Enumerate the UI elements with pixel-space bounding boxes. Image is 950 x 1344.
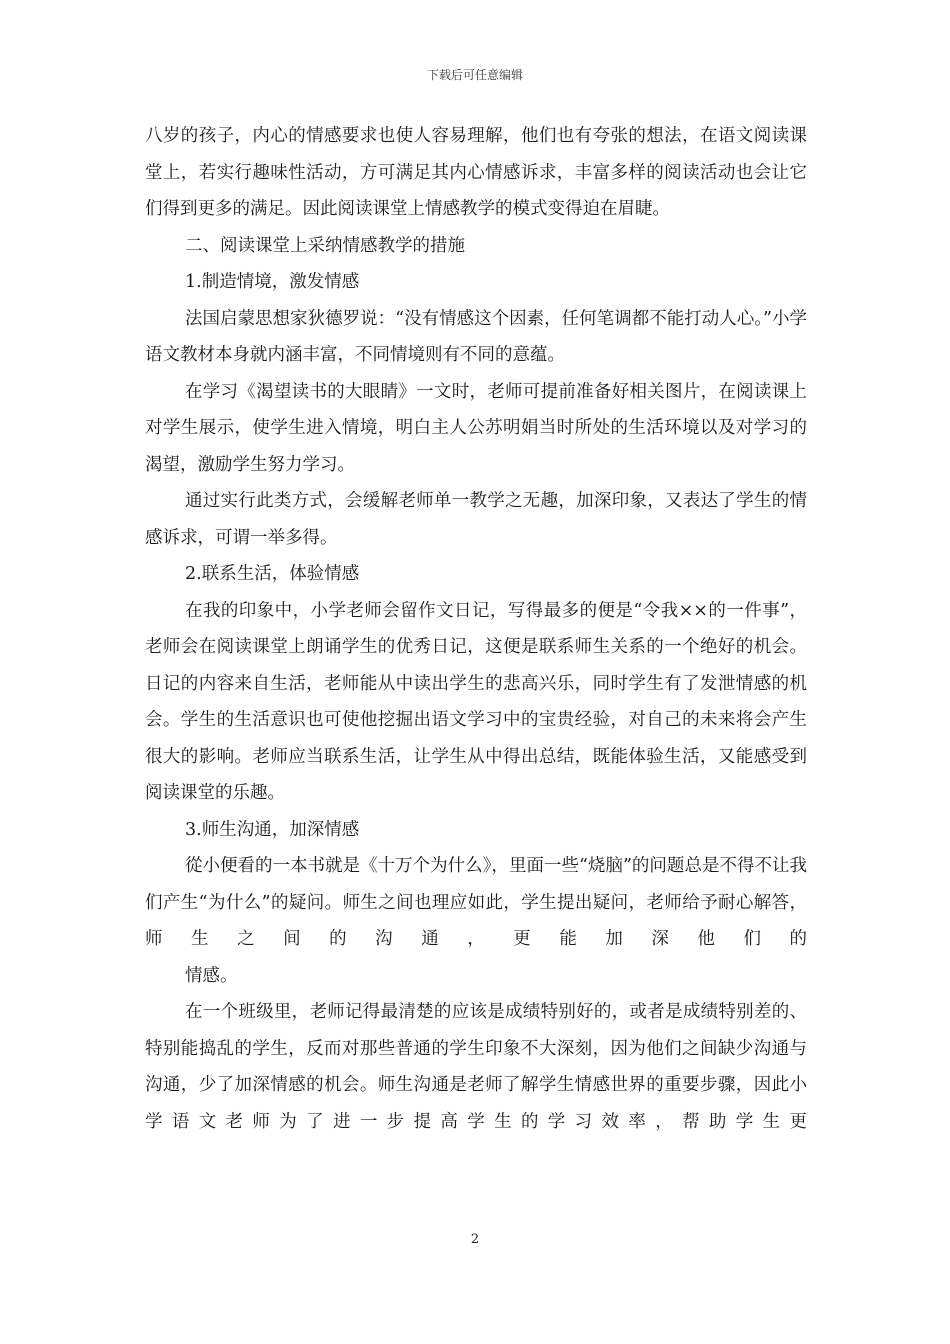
- section-heading: 二、阅读课堂上采纳情感教学的措施: [185, 235, 465, 256]
- page-number: 2: [470, 1232, 480, 1247]
- paragraph: 在一个班级里，老师记得最清楚的应该是成绩特别好的，或者是成绩特别差的、特别能捣乱的学生，反而对那些普通的学生印象不大深刻，因为他们之间缺少沟通与沟通，少了加深情感的机会。师生沟通是老师了解学生情感世界的重要步骤，因此小学语文老师为了进一步提高学生的学习效率，帮助学生更: [145, 1002, 807, 1132]
- document-body: [145, 118, 807, 1140]
- paragraph: 在学习《渴望读书的大眼睛》一文时，老师可提前准备好相关图片，在阅读课上对学生展示，使学生进入情境，明白主人公苏明娟当时所处的生活环境以及对学习的渴望，激励学生努力学习。: [145, 381, 807, 475]
- paragraph: 在我的印象中，小学老师会留作文日记，写得最多的便是“令我××的一件事”，老师会在阅读课堂上朗诵学生的优秀日记，这便是联系师生关系的一个绝好的机会。日记的内容来自生活，老师能从中读出学生的悲高兴乐，同时学生有了发泄情感的机会。学生的生活意识也可使他挖掘出语文学习中的宝贵经验，对自己的未来将会产生很大的影响。老师应当联系生活，让学生从中得出总结，既能体验生活，又能感受到阅读课堂的乐趣。: [145, 600, 807, 803]
- subsection-heading: 1.制造情境，激发情感: [185, 272, 360, 292]
- paragraph: 八岁的孩子，内心的情感要求也使人容易理解，他们也有夸张的想法，在语文阅读课堂上，若实行趣味性活动，方可满足其内心情感诉求，丰富多样的阅读活动也会让它们得到更多的满足。因此阅读课堂上情感教学的模式变得迫在眉睫。: [145, 126, 807, 219]
- paragraph: 通过实行此类方式，会缓解老师单一教学之无趣，加深印象，又表达了学生的情感诉求，可谓一举多得。: [145, 491, 807, 548]
- page-header: 下载后可任意编辑: [426, 68, 523, 82]
- paragraph: 從小便看的一本书就是《十万个为什么》，里面一些“烧脑”的问题总是不得不让我们产生“为什么”的疑问。师生之间也理应如此，学生提出疑问，老师给予耐心解答，师生之间的沟通，更能加深他们的: [145, 856, 807, 949]
- subsection-heading: 3.师生沟通，加深情感: [185, 819, 360, 840]
- paragraph: 情感。: [185, 965, 238, 986]
- subsection-heading: 2.联系生活，体验情感: [185, 564, 360, 584]
- paragraph: 法国启蒙思想家狄德罗说：“没有情感这个因素，任何笔调都不能打动人心。”小学语文教材本身就内涵丰富，不同情境则有不同的意蕴。: [145, 308, 807, 365]
